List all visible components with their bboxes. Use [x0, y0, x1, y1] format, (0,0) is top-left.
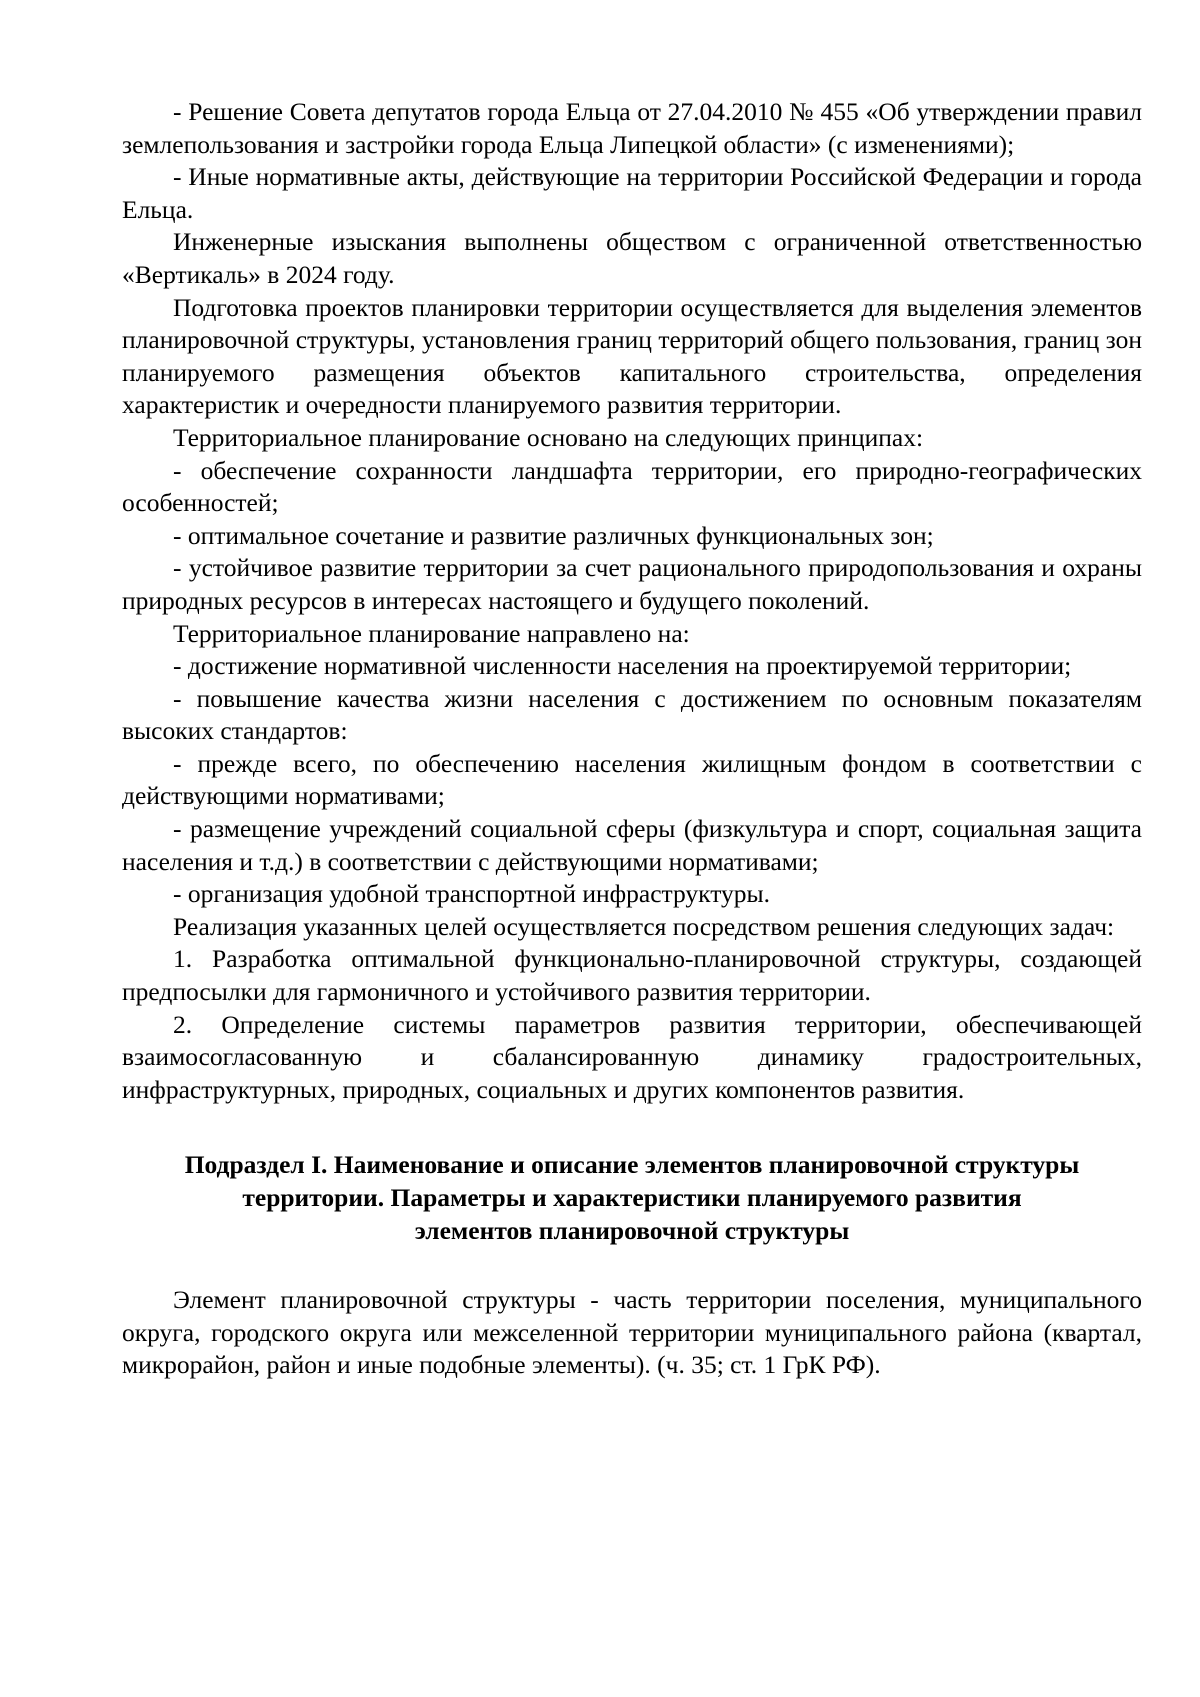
list-item-transport-infrastructure: - организация удобной транспортной инфраструктуры. — [173, 879, 771, 909]
list-item-population-target: - достижение нормативной численности населения на проектируемой территории; — [173, 651, 1072, 681]
section-heading-line-3: элементов планировочной структуры — [414, 1215, 850, 1245]
list-item-housing-provision: - прежде всего, по обеспечению населения жилищным фондом в соответствии с действующими нормативами; — [122, 748, 1142, 811]
section-heading-line-1: Подраздел I. Наименование и описание элементов планировочной структуры — [184, 1150, 1080, 1180]
paragraph-goals-intro: Территориальное планирование направлено на: — [173, 618, 690, 648]
paragraph-engineering-surveys: Инженерные изыскания выполнены обществом с ограниченной ответственностью «Вертикаль» в 2024 году. — [122, 227, 1142, 289]
numbered-item-2: 2. Определение системы параметров развития территории, обеспечивающей взаимосогласованную и сбалансированную динамику градостроительных, инфраструктурных, природных, социальных и других компонентов развития. — [122, 1009, 1142, 1104]
list-item-social-facilities: - размещение учреждений социальной сферы (физкультура и спорт, социальная защита населения и т.д.) в соответствии с действующими нормативами; — [122, 814, 1142, 876]
section-heading — [122, 1149, 1142, 1247]
list-item-landscape-preservation: - обеспечение сохранности ландшафта территории, его природно-географических особенностей; — [122, 455, 1142, 518]
paragraph-planning-projects-purpose: Подготовка проектов планировки территории осуществляется для выделения элементов планировочной структуры, установления границ территорий общего пользования, границ зон планируемого размещения объектов капитального строительства, определения характеристик и очередности планируемого развития территории. — [122, 292, 1142, 420]
list-item-functional-zones: - оптимальное сочетание и развитие различных функциональных зон; — [173, 520, 934, 550]
paragraph-tasks-intro: Реализация указанных целей осуществляется посредством решения следующих задач: — [173, 911, 1115, 941]
document-page — [122, 96, 1142, 1382]
list-item-quality-of-life: - повышение качества жизни населения с достижением по основным показателям высоких стандартов: — [122, 683, 1142, 746]
paragraph-planning-element-definition: Элемент планировочной структуры - часть территории поселения, муниципального округа, городского округа или межселенной территории муниципального района (квартал, микрорайон, район и иные подобные элементы). (ч. 35; ст. 1 ГрК РФ). — [122, 1285, 1142, 1380]
paragraph-principles-intro: Территориальное планирование основано на следующих принципах: — [173, 422, 924, 452]
numbered-item-1: 1. Разработка оптимальной функционально-планировочной структуры, создающей предпосылки для гармоничного и устойчивого развития территории. — [122, 944, 1142, 1007]
paragraph-elets-council-decision: - Решение Совета депутатов города Ельца от 27.04.2010 № 455 «Об утверждении правил землепользования и застройки города Ельца Липецкой области» (с изменениями); — [122, 97, 1142, 159]
section-heading-line-2: территории. Параметры и характеристики планируемого развития — [242, 1183, 1022, 1212]
list-item-sustainable-development: - устойчивое развитие территории за счет рационального природопользования и охраны природных ресурсов в интересах настоящего и будущего поколений. — [122, 553, 1142, 615]
paragraph-other-normative-acts: - Иные нормативные акты, действующие на территории Российской Федерации и города Ельца. — [122, 162, 1142, 224]
